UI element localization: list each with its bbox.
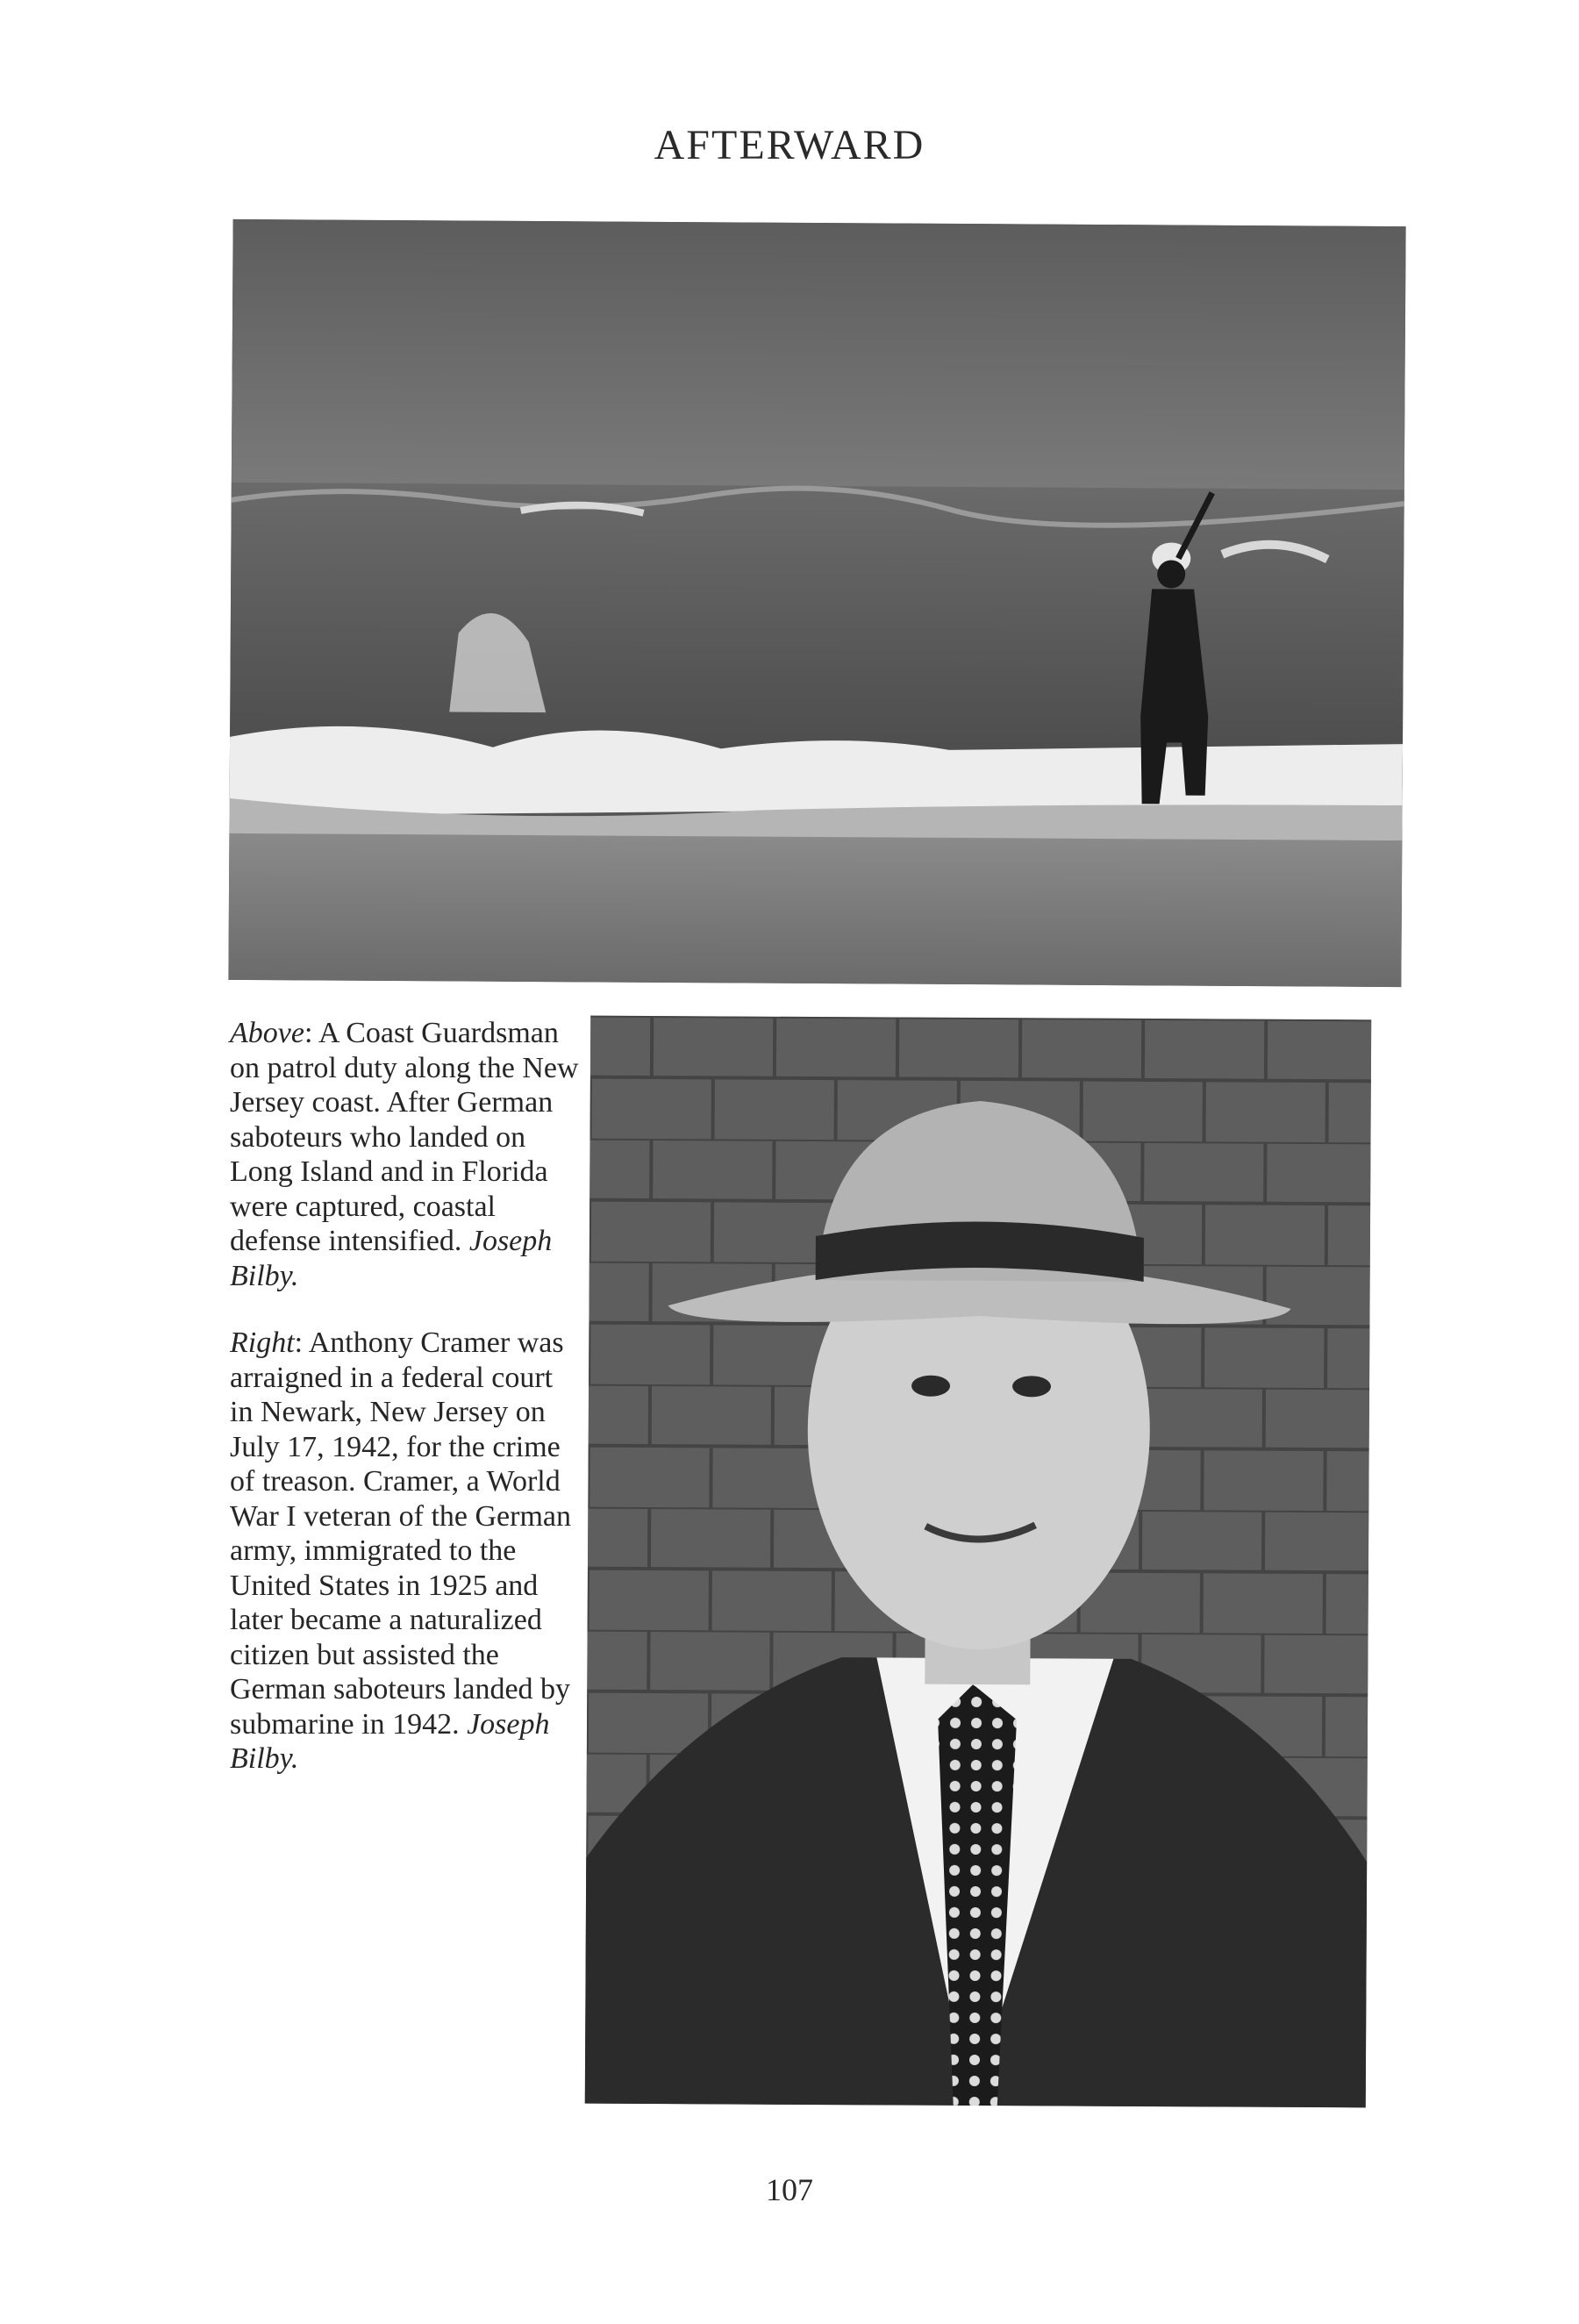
caption-right — [230, 1326, 581, 1777]
caption-right-credit: Joseph Bilby. — [230, 1707, 550, 1775]
coast-guardsman-photo — [228, 219, 1405, 987]
coast-guardsman-photo-image — [228, 219, 1405, 987]
caption-above-lead: Above — [230, 1017, 304, 1049]
caption-right-text: : Anthony Cramer was arraigned in a federal court in Newark, New Jersey on July 17, 1942, for the crime of treason. Cramer, a World War I veteran of the German army, immigrated to the United States in 1925 and later became a naturalized citizen but assisted the German saboteurs landed by submarine in 1942. — [230, 1326, 572, 1741]
anthony-cramer-photo — [585, 1016, 1371, 2108]
caption-above-text: : A Coast Guardsman on patrol duty along the New Jersey coast. After German saboteurs who landed on Long Island and in Florida were captured, coastal defense intensified. — [230, 1017, 579, 1257]
caption-above-credit: Joseph Bilby. — [230, 1225, 553, 1292]
caption-right-lead: Right — [230, 1326, 295, 1359]
anthony-cramer-photo-image — [585, 1016, 1371, 2108]
running-head: AFTERWARD — [654, 122, 925, 168]
page-number: 107 — [766, 2172, 813, 2207]
caption-above — [230, 1016, 581, 1293]
